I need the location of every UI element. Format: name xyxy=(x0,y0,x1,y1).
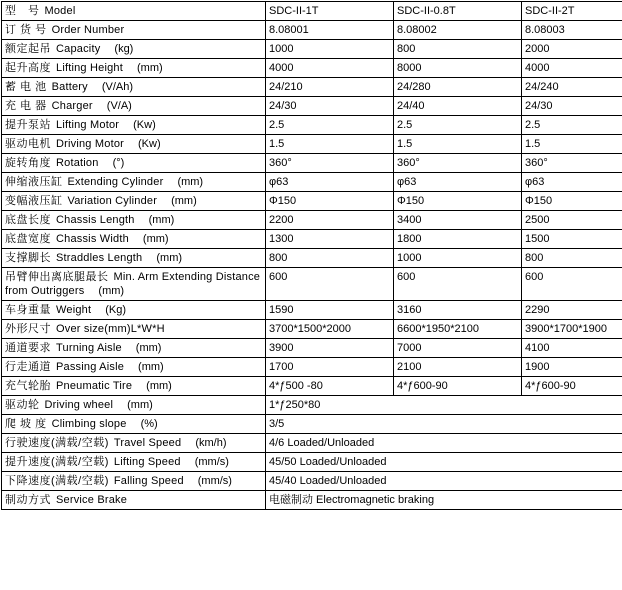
table-row xyxy=(2,192,622,211)
row-label-en: Chassis Width xyxy=(56,233,129,245)
table-row xyxy=(2,154,622,173)
row-label-cn: 制动方式 xyxy=(5,494,51,506)
row-value-cell: 3900*1700*1900 xyxy=(522,320,622,339)
row-value-cell: 3700*1500*2000 xyxy=(266,320,394,339)
row-value-cell: φ63 xyxy=(266,173,394,192)
row-value-cell: 45/50 Loaded/Unloaded xyxy=(266,453,622,472)
row-value-cell: 1.5 xyxy=(394,135,522,154)
row-value-cell: 2.5 xyxy=(266,116,394,135)
specification-table xyxy=(1,1,622,510)
row-value-cell: 3160 xyxy=(394,301,522,320)
row-label-unit: (V/A) xyxy=(107,100,132,112)
row-label-cell xyxy=(2,21,266,40)
row-label-cell xyxy=(2,472,266,491)
row-value-cell: 1700 xyxy=(266,358,394,377)
row-label-en: Capacity xyxy=(56,43,100,55)
table-row xyxy=(2,396,622,415)
row-label-unit: (mm) xyxy=(156,252,182,264)
row-value-cell: SDC-II-2T xyxy=(522,2,622,21)
row-label-en: Rotation xyxy=(56,157,99,169)
row-label-en: Driving wheel xyxy=(45,399,114,411)
row-label-cell xyxy=(2,135,266,154)
row-label-cn: 底盘长度 xyxy=(5,214,51,226)
row-value-cell: 24/40 xyxy=(394,97,522,116)
row-label-cell xyxy=(2,116,266,135)
table-row xyxy=(2,173,622,192)
row-label-en: Model xyxy=(45,5,76,17)
row-label-cell xyxy=(2,396,266,415)
table-row xyxy=(2,230,622,249)
row-value-cell: 4*ƒ600-90 xyxy=(394,377,522,396)
row-label-cn: 通道要求 xyxy=(5,342,51,354)
row-value-cell: 1590 xyxy=(266,301,394,320)
row-label-en: Lifting Motor xyxy=(56,119,119,131)
row-value-cell: 3900 xyxy=(266,339,394,358)
row-value-cell: Φ150 xyxy=(522,192,622,211)
row-label-en: Pneumatic Tire xyxy=(56,380,132,392)
table-row xyxy=(2,211,622,230)
row-label-cn: 型 号 xyxy=(5,5,40,17)
row-label-unit: (Kw) xyxy=(133,119,156,131)
row-value-cell: 45/40 Loaded/Unloaded xyxy=(266,472,622,491)
row-label-en: Straddles Length xyxy=(56,252,142,264)
row-label-en: Min. Arm Extending Distance from Outriggers xyxy=(5,271,260,297)
row-value-cell: 2500 xyxy=(522,211,622,230)
table-row xyxy=(2,415,622,434)
row-label-en: Travel Speed xyxy=(114,437,181,449)
row-value-cell: 24/210 xyxy=(266,78,394,97)
row-label-cn: 驱动轮 xyxy=(5,399,40,411)
row-label-en: Lifting Speed xyxy=(114,456,181,468)
row-value-cell: 2.5 xyxy=(394,116,522,135)
row-label-en: Chassis Length xyxy=(56,214,135,226)
row-label-unit: (km/h) xyxy=(195,437,226,449)
row-value-cell: SDC-II-0.8T xyxy=(394,2,522,21)
row-value-cell: 7000 xyxy=(394,339,522,358)
row-label-en: Lifting Height xyxy=(56,62,123,74)
row-value-cell: 6600*1950*2100 xyxy=(394,320,522,339)
row-value-cell: 1.5 xyxy=(522,135,622,154)
row-value-cell: 600 xyxy=(522,268,622,301)
row-label-unit: (mm/s) xyxy=(198,475,232,487)
row-value-cell: SDC-II-1T xyxy=(266,2,394,21)
row-label-cn: 旋转角度 xyxy=(5,157,51,169)
row-value-cell: 8000 xyxy=(394,59,522,78)
table-row xyxy=(2,40,622,59)
row-label-cell xyxy=(2,154,266,173)
row-value-cell: 2200 xyxy=(266,211,394,230)
row-label-unit: (mm) xyxy=(171,195,197,207)
table-row xyxy=(2,21,622,40)
row-label-cn: 变幅液压缸 xyxy=(5,195,63,207)
row-value-cell: 1300 xyxy=(266,230,394,249)
row-label-cell xyxy=(2,173,266,192)
row-label-cn: 行驶速度(满载/空载) xyxy=(5,437,109,449)
row-value-cell: 8.08001 xyxy=(266,21,394,40)
row-label-cn: 底盘宽度 xyxy=(5,233,51,245)
row-label-en: Order Number xyxy=(52,24,125,36)
row-label-cn: 充气轮胎 xyxy=(5,380,51,392)
row-label-cn: 订 货 号 xyxy=(5,24,47,36)
table-row xyxy=(2,135,622,154)
row-label-cell xyxy=(2,249,266,268)
row-label-cn: 充 电 器 xyxy=(5,100,47,112)
row-label-cell xyxy=(2,78,266,97)
table-row xyxy=(2,491,622,510)
table-row xyxy=(2,453,622,472)
row-value-cell: 600 xyxy=(266,268,394,301)
row-label-unit: (mm) xyxy=(149,214,175,226)
row-value-cell: 4*ƒ500 -80 xyxy=(266,377,394,396)
row-label-cell xyxy=(2,268,266,301)
row-label-unit: (%) xyxy=(141,418,158,430)
row-value-cell: 2100 xyxy=(394,358,522,377)
row-label-cell xyxy=(2,339,266,358)
row-label-en: Over size(mm)L*W*H xyxy=(56,323,165,335)
row-label-cn: 提升速度(满载/空载) xyxy=(5,456,109,468)
table-row xyxy=(2,59,622,78)
row-label-unit: (°) xyxy=(113,157,125,169)
row-label-cn: 支撑脚长 xyxy=(5,252,51,264)
row-label-cn: 吊臂伸出离底腿最长 xyxy=(5,271,109,283)
row-label-cell xyxy=(2,491,266,510)
row-value-cell: 360° xyxy=(394,154,522,173)
row-value-cell: Φ150 xyxy=(266,192,394,211)
row-label-unit: (Kg) xyxy=(105,304,126,316)
row-label-cn: 提升泵站 xyxy=(5,119,51,131)
row-label-en: Turning Aisle xyxy=(56,342,122,354)
row-label-en: Extending Cylinder xyxy=(68,176,164,188)
row-label-unit: (mm) xyxy=(136,342,162,354)
row-label-cn: 伸缩液压缸 xyxy=(5,176,63,188)
row-label-cell xyxy=(2,358,266,377)
row-label-cell xyxy=(2,230,266,249)
row-value-cell: 24/30 xyxy=(266,97,394,116)
row-label-cn: 额定起吊 xyxy=(5,43,51,55)
row-label-en: Climbing slope xyxy=(52,418,127,430)
row-label-en: Driving Motor xyxy=(56,138,124,150)
row-label-cn: 行走通道 xyxy=(5,361,51,373)
row-label-unit: (mm) xyxy=(143,233,169,245)
row-label-cell xyxy=(2,301,266,320)
table-row xyxy=(2,116,622,135)
row-label-cell xyxy=(2,211,266,230)
row-value-cell: 600 xyxy=(394,268,522,301)
row-label-unit: (mm) xyxy=(177,176,203,188)
row-label-cn: 车身重量 xyxy=(5,304,51,316)
row-label-en: Battery xyxy=(52,81,88,93)
row-label-cn: 蓄 电 池 xyxy=(5,81,47,93)
row-label-unit: (mm) xyxy=(137,62,163,74)
row-label-cell xyxy=(2,415,266,434)
row-value-cell: 360° xyxy=(522,154,622,173)
row-label-en: Variation Cylinder xyxy=(68,195,158,207)
row-value-cell: 4000 xyxy=(266,59,394,78)
row-value-cell: 4*ƒ600-90 xyxy=(522,377,622,396)
row-label-cell xyxy=(2,192,266,211)
row-label-cell xyxy=(2,97,266,116)
row-label-unit: (mm) xyxy=(98,285,124,297)
row-label-unit: (kg) xyxy=(114,43,133,55)
row-value-cell: 1.5 xyxy=(266,135,394,154)
row-value-cell: 800 xyxy=(266,249,394,268)
row-value-cell: 8.08003 xyxy=(522,21,622,40)
row-value-cell: 1000 xyxy=(394,249,522,268)
row-label-unit: (mm) xyxy=(138,361,164,373)
row-label-cn: 下降速度(满载/空载) xyxy=(5,475,109,487)
row-value-cell: 1900 xyxy=(522,358,622,377)
row-value-cell: 800 xyxy=(522,249,622,268)
row-label-en: Weight xyxy=(56,304,91,316)
row-value-cell: 3/5 xyxy=(266,415,622,434)
row-label-cell xyxy=(2,40,266,59)
row-label-unit: (mm) xyxy=(146,380,172,392)
row-value-cell: 2.5 xyxy=(522,116,622,135)
row-label-cn: 外形尺寸 xyxy=(5,323,51,335)
row-value-cell: 8.08002 xyxy=(394,21,522,40)
row-value-cell: φ63 xyxy=(522,173,622,192)
row-label-unit: (V/Ah) xyxy=(102,81,133,93)
row-value-cell: 1*ƒ250*80 xyxy=(266,396,622,415)
row-label-cell xyxy=(2,2,266,21)
row-value-cell: 1500 xyxy=(522,230,622,249)
row-label-cell xyxy=(2,320,266,339)
row-value-cell: 3400 xyxy=(394,211,522,230)
row-value-cell: 800 xyxy=(394,40,522,59)
table-row xyxy=(2,339,622,358)
table-row xyxy=(2,97,622,116)
row-value-cell: 360° xyxy=(266,154,394,173)
row-value-cell: 24/280 xyxy=(394,78,522,97)
row-label-en: Falling Speed xyxy=(114,475,184,487)
table-row xyxy=(2,320,622,339)
row-label-unit: (mm) xyxy=(127,399,153,411)
row-value-cell: 电磁制动 Electromagnetic braking xyxy=(266,491,622,510)
row-label-cell xyxy=(2,59,266,78)
table-body xyxy=(2,2,622,510)
row-label-en: Charger xyxy=(52,100,93,112)
row-label-unit: (mm/s) xyxy=(195,456,229,468)
table-row xyxy=(2,472,622,491)
table-row xyxy=(2,301,622,320)
table-row xyxy=(2,434,622,453)
row-label-en: Service Brake xyxy=(56,494,127,506)
row-value-cell: 4000 xyxy=(522,59,622,78)
row-value-cell: 4100 xyxy=(522,339,622,358)
row-value-cell: 1000 xyxy=(266,40,394,59)
table-row xyxy=(2,249,622,268)
row-value-cell: 4/6 Loaded/Unloaded xyxy=(266,434,622,453)
row-label-cell xyxy=(2,453,266,472)
row-value-cell: φ63 xyxy=(394,173,522,192)
row-value-cell: 24/30 xyxy=(522,97,622,116)
row-label-cell xyxy=(2,377,266,396)
row-value-cell: 2290 xyxy=(522,301,622,320)
row-label-unit: (Kw) xyxy=(138,138,161,150)
table-row xyxy=(2,268,622,301)
row-label-cn: 爬 坡 度 xyxy=(5,418,47,430)
table-row xyxy=(2,78,622,97)
row-label-cn: 驱动电机 xyxy=(5,138,51,150)
table-row xyxy=(2,2,622,21)
row-label-en: Passing Aisle xyxy=(56,361,124,373)
row-value-cell: Φ150 xyxy=(394,192,522,211)
table-row xyxy=(2,377,622,396)
row-value-cell: 1800 xyxy=(394,230,522,249)
row-label-cn: 起升高度 xyxy=(5,62,51,74)
row-value-cell: 24/240 xyxy=(522,78,622,97)
row-value-cell: 2000 xyxy=(522,40,622,59)
row-label-cell xyxy=(2,434,266,453)
table-row xyxy=(2,358,622,377)
